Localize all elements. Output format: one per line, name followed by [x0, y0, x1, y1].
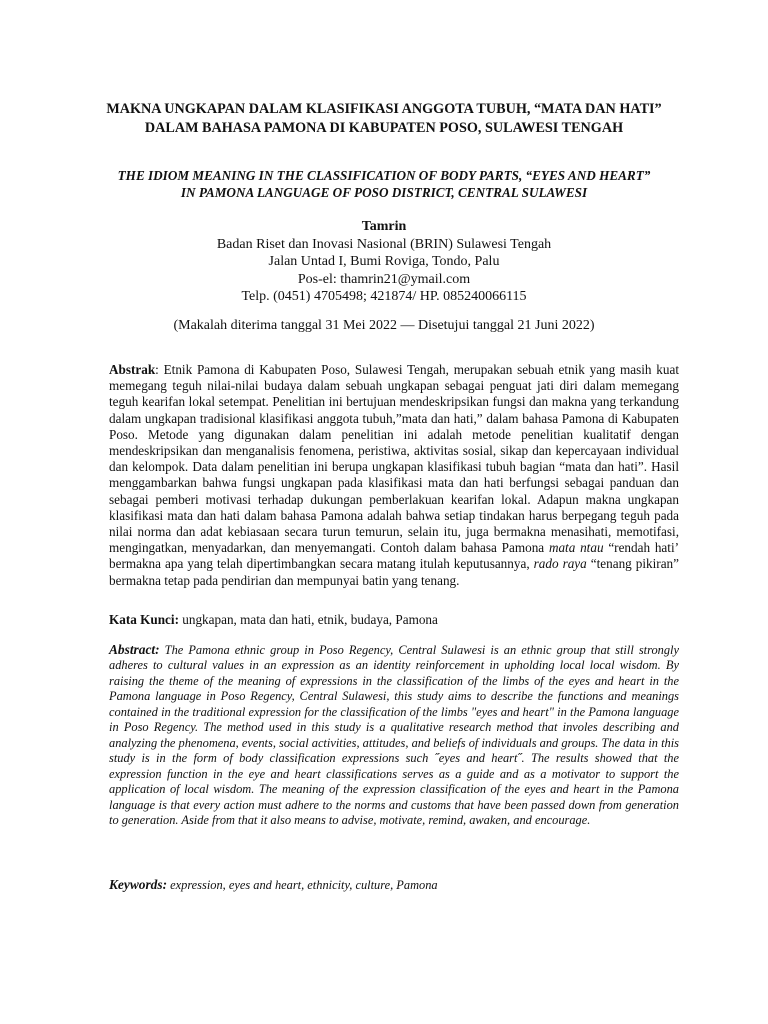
- author-affiliation: Badan Riset dan Inovasi Nasional (BRIN) Sulawesi Tengah: [216, 236, 552, 252]
- abstrak-label: Abstrak: [109, 362, 156, 377]
- keywords-text: expression, eyes and heart, ethnicity, culture, Pamona: [167, 878, 438, 892]
- author-name: Tamrin: [361, 219, 407, 234]
- kata-kunci-text: ungkapan, mata dan hati, etnik, budaya, Pamona: [178, 612, 438, 627]
- author-phone: Telp. (0451) 4705498; 421874/ HP. 085240066115: [241, 289, 527, 305]
- author-email: Pos-el: thamrin21@ymail.com: [297, 271, 471, 287]
- received-dates: (Makalah diterima tanggal 31 Mei 2022 — Disetujui tanggal 21 Juni 2022): [173, 318, 595, 333]
- abstrak-text-2: “rendah hati’ bermakna apa yang telah dipertimbangkan secara matang itulah keputusannya,: [109, 540, 679, 572]
- title-indonesian: MAKNA UNGKAPAN DALAM KLASIFIKASI ANGGOTA TUBUH, “MATA DAN HATI” DALAM BAHASA PAMONA DI KABUPATEN POSO, SULAWESI TENGAH: [106, 101, 662, 136]
- abstrak-example-2: rado raya: [533, 556, 587, 572]
- keywords-label: Keywords:: [109, 877, 168, 892]
- title-english: THE IDIOM MEANING IN THE CLASSIFICATION OF BODY PARTS, “EYES AND HEART” IN PAMONA LANGUAGE OF POSO DISTRICT, CENTRAL SULAWESI: [117, 168, 651, 200]
- kata-kunci-label: Kata Kunci:: [109, 612, 179, 627]
- abstract-english-text: The Pamona ethnic group in Poso Regency, Central Sulawesi is an ethnic group that still strongly adheres to cultural values in an expression as an identity reinforcement in upholding local local wisdom. By raising the theme of the meaning of expressions in the classification of the limbs of the eyes and heart in the Pamona language in Poso Regency, Central Sulawesi, this study aims to describe the functions and meanings contained in the traditional expression for the classification of the limbs "eyes and heart" in the Pamona language in Poso Regency. The method used in this study is a qualitative research method that involes describing and analyzing the phenomena, events, social activities, attitudes, and beliefs of individuals and groups. The data in this study is in the form of body classification expressions such ˝eyes and heart˝. The results showed that the expression function in the eye and heart classifications serves as a guide and as a motivator to support the application of local wisdom. The meaning of the expression classification of the eyes and heart in the Pamona language is that every action must adhere to the norms and customs that have been passed down from generation to generation. Aside from that it also means to advise, motivate, remind, awaken, and encourage.: [109, 643, 679, 827]
- abstrak-text-3: “tenang pikiran” bermakna tetap pada pendirian dan mempunyai batin yang tenang.: [109, 556, 679, 588]
- abstract-english-label: Abstract:: [109, 642, 160, 657]
- abstract-english-paragraph: [109, 642, 679, 828]
- keywords: [109, 876, 679, 894]
- author-address: Jalan Untad I, Bumi Roviga, Tondo, Palu: [268, 254, 500, 270]
- abstrak-example-1: mata ntau: [548, 540, 604, 556]
- kata-kunci: [109, 611, 679, 628]
- abstrak-text-1: : Etnik Pamona di Kabupaten Poso, Sulawesi Tengah, merupakan sebuah etnik yang masih kuat memegang teguh nilai-nilai budaya dalam sebuah ungkapan sebagai penguat jati diri dalam memegang teguh kearifan lokal setempat. Penelitian ini bertujuan mendeskripsikan fungsi dan makna yang terkandung dalam ungkapan tradisional klasifikasi anggota tubuh,”mata dan hati,” dalam bahasa Pamona di Kabupaten Poso. Metode yang digunakan dalam penelitian ini adalah metode penelitian kualitatif dengan mendeskripsikan dan menganalisis fenomena, peristiwa, aktivitas sosial, sikap dan kepercayaan individual dan kelompok. Data dalam penelitian ini berupa ungkapan klasifikasi tubuh bagian “mata dan hati”. Hasil menggambarkan bahwa fungsi ungkapan pada klasifikasi mata dan hati berfungsi sebagai panduan dan sebagai pemberi motivasi terhadap dukungan pemberlakuan kearifan lokal. Adapun makna ungkapan klasifikasi mata dan hati dalam bahasa Pamona adalah bahwa setiap tindakan harus berpegang teguh pada nilai norma dan adat kebiasaan secara turun temurun, selain itu, juga bermakna menasihati, memotifasi, mengingatkan, menyadarkan, dan menyemangati. Contoh dalam bahasa Pamona: [109, 362, 679, 556]
- abstrak-paragraph: [109, 362, 679, 589]
- author-block: [100, 218, 668, 306]
